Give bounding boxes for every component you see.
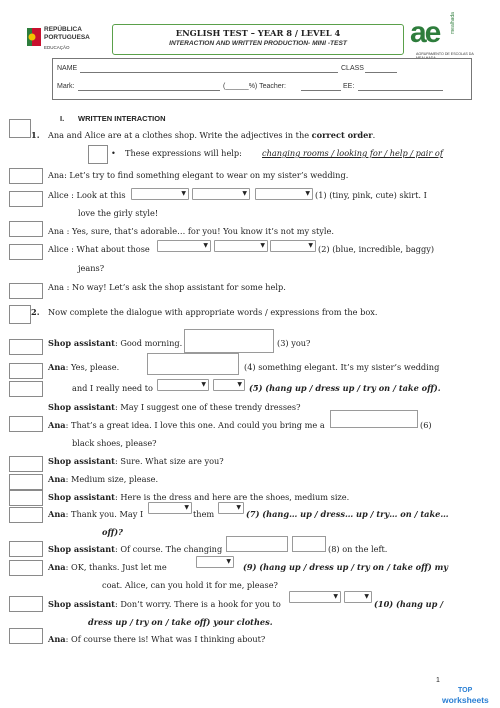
blank7-select-b[interactable]	[218, 502, 244, 514]
d12-pre: : Of course. The changing	[114, 544, 223, 554]
q1-instruction	[48, 130, 375, 141]
adj2-select-c[interactable]	[270, 240, 316, 252]
q1-line6: jeans?	[78, 263, 105, 273]
school-logo-side: mealhada	[450, 12, 456, 34]
score-box-l5[interactable]	[9, 244, 43, 260]
chevron-down-icon: ▼	[305, 190, 310, 197]
q1-line5-pre: Alice : What about those	[48, 244, 150, 254]
d3-post	[249, 383, 441, 394]
adj1-select-c[interactable]	[255, 188, 313, 200]
d13-speaker: Ana	[48, 562, 66, 572]
d1-pre: : Good morning.	[114, 338, 183, 348]
name-label: NAME	[57, 65, 78, 72]
blank5-select-b[interactable]	[213, 379, 245, 391]
score-box-d12[interactable]	[9, 541, 43, 557]
blank9-select-a[interactable]	[196, 556, 234, 568]
q1-instruction-pre: Ana and Alice are at a clothes shop. Write the adjectives in the	[48, 130, 312, 140]
d8-line	[48, 474, 158, 485]
adj1-select-b[interactable]	[192, 188, 250, 200]
blank7-select-a[interactable]	[148, 502, 192, 514]
d7-text: : Sure. What size are you?	[114, 456, 224, 466]
chevron-down-icon: ▼	[333, 593, 338, 600]
help-label: These expressions will help:	[125, 148, 242, 158]
q1-line2-pre: Alice : Look at this	[48, 190, 126, 200]
d5-pre: : That’s a great idea. I love this one. And could you bring me a	[65, 420, 325, 430]
d2-pre: : Yes, please.	[65, 362, 120, 372]
score-box-d10[interactable]	[9, 507, 43, 523]
q1-score-box[interactable]	[9, 119, 31, 138]
d15-pre: : Don’t worry. There is a hook for you to	[114, 599, 281, 609]
d17-text: : Of course there is! What was I thinking about?	[65, 634, 266, 644]
score-box-l4[interactable]	[9, 221, 43, 237]
chevron-down-icon: ▼	[236, 504, 241, 511]
d13-line	[48, 562, 167, 573]
chevron-down-icon: ▼	[237, 381, 242, 388]
gov-logo-line2: PORTUGUESA	[44, 33, 90, 41]
score-box-d17[interactable]	[9, 628, 43, 644]
score-box-d2[interactable]	[9, 363, 43, 379]
d2-speaker: Ana	[48, 362, 66, 372]
d10-mid: them	[193, 509, 215, 519]
d9-text: : Here is the dress and here are the shoes, medium size.	[114, 492, 350, 502]
d8-speaker: Ana	[48, 474, 66, 484]
q1-line7: Ana : No way! Let’s ask the shop assistant for some help.	[48, 282, 286, 292]
d10-pre: : Thank you. May I	[65, 509, 144, 519]
school-logo-mark: ae	[410, 16, 440, 49]
d4-line	[48, 402, 300, 413]
adj2-select-b[interactable]	[214, 240, 268, 252]
class-field[interactable]	[365, 72, 397, 73]
d13-post: (9) (hang up / dress up / try on / take off) my	[243, 562, 449, 572]
d9-line	[48, 492, 349, 503]
q1-line2-post: (1) (tiny, pink, cute) skirt. I	[315, 190, 427, 200]
ee-field[interactable]	[358, 90, 443, 91]
score-box-d7[interactable]	[9, 456, 43, 472]
mark-field[interactable]	[78, 90, 220, 91]
name-field[interactable]	[80, 72, 338, 73]
school-logo-text: AGRUPAMENTO DE ESCOLAS DA MEALHADA	[416, 52, 474, 61]
chevron-down-icon: ▼	[226, 558, 231, 565]
chevron-down-icon: ▼	[308, 242, 313, 249]
chevron-down-icon: ▼	[201, 381, 206, 388]
blank10-select-a[interactable]	[289, 591, 341, 603]
score-box-d8[interactable]	[9, 474, 43, 490]
adj1-select-a[interactable]	[131, 188, 189, 200]
d5-post: (6)	[420, 420, 432, 430]
header-title-box	[112, 24, 404, 55]
test-subtitle: INTERACTION AND WRITTEN PRODUCTION- MINI -TEST	[169, 40, 347, 47]
gov-logo-line1: REPÚBLICA	[44, 26, 82, 33]
d1-line	[48, 338, 182, 349]
q1-line5-post: (2) (blue, incredible, baggy)	[318, 244, 435, 254]
d10-line	[48, 509, 143, 520]
chevron-down-icon: ▼	[181, 190, 186, 197]
percent-teacher-label: (______%) Teacher:	[223, 83, 286, 90]
d4-text: : May I suggest one of these trendy dresses?	[114, 402, 301, 412]
score-box-l1[interactable]	[9, 168, 43, 184]
d13-pre: : OK, thanks. Just let me	[65, 562, 167, 572]
blank8-input-b[interactable]	[292, 536, 326, 552]
d3-post-text: (5) (hang up / dress up / try on / take off).	[249, 383, 441, 393]
d10-post: (7) (hang… up / dress… up / try… on / take…	[246, 509, 449, 519]
q1-line4: Ana : Yes, sure, that’s adorable… for you! You know it’s not my style.	[48, 226, 334, 236]
help-items: changing rooms / looking for / help / pair of	[262, 148, 443, 158]
d15-speaker: Shop assistant	[48, 599, 115, 609]
d5-speaker: Ana	[48, 420, 66, 430]
d17-line	[48, 634, 265, 645]
d1-speaker: Shop assistant	[48, 338, 115, 348]
q2-number: 2.	[31, 307, 40, 317]
gov-logo-line3: EDUCAÇÃO	[44, 45, 70, 50]
section-roman: I.	[60, 114, 65, 123]
score-box-l2[interactable]	[9, 191, 43, 207]
q2-score-box[interactable]	[9, 305, 31, 324]
d6-line: black shoes, please?	[72, 438, 157, 448]
d14-line: coat. Alice, can you hold it for me, please?	[102, 580, 278, 590]
adj2-select-a[interactable]	[157, 240, 211, 252]
q1-instruction-post: .	[372, 130, 376, 140]
ee-label: EE:	[343, 83, 355, 90]
q1-instruction-bold: correct order	[311, 130, 373, 140]
school-logo	[410, 12, 490, 62]
blank3-input[interactable]	[184, 329, 274, 353]
chevron-down-icon: ▼	[260, 242, 265, 249]
page-number: 1	[436, 677, 440, 684]
score-box-d15[interactable]	[9, 596, 43, 612]
d1-post: (3) you?	[277, 338, 311, 348]
d17-speaker: Ana	[48, 634, 66, 644]
test-title: ENGLISH TEST – YEAR 8 / LEVEL 4	[175, 28, 341, 38]
d11-line: off)?	[102, 527, 123, 537]
d16-line: dress up / try on / take off) your clothes.	[88, 617, 273, 627]
score-box-d1[interactable]	[9, 339, 43, 355]
d8-text: : Medium size, please.	[65, 474, 159, 484]
help-checkbox[interactable]	[88, 145, 108, 164]
d12-line	[48, 544, 222, 555]
score-box-d5[interactable]	[9, 416, 43, 432]
brand-top: TOP	[458, 687, 473, 694]
d2-post: (4) something elegant. It’s my sister’s wedding	[244, 362, 440, 372]
class-label: CLASS	[341, 65, 364, 72]
d15-post: (10) (hang up /	[374, 599, 444, 609]
chevron-down-icon: ▼	[203, 242, 208, 249]
d12-post: (8) on the left.	[328, 544, 388, 554]
section-title: WRITTEN INTERACTION	[78, 114, 166, 123]
score-box-l7[interactable]	[9, 283, 43, 299]
blank6-input[interactable]	[330, 410, 418, 428]
blank4-input[interactable]	[147, 353, 239, 375]
q1-number: 1.	[31, 130, 40, 140]
q2-instruction: Now complete the dialogue with appropriate words / expressions from the box.	[48, 307, 378, 317]
blank10-select-b[interactable]	[344, 591, 372, 603]
brand-bottom: worksheets	[442, 695, 489, 705]
d4-speaker: Shop assistant	[48, 402, 115, 412]
d15-line	[48, 599, 281, 610]
chevron-down-icon: ▼	[242, 190, 247, 197]
student-info-box	[52, 58, 472, 100]
bullet-icon: •	[111, 148, 116, 158]
blank8-input-a[interactable]	[226, 536, 288, 552]
d10-speaker: Ana	[48, 509, 66, 519]
d7-line	[48, 456, 224, 467]
q1-line3: love the girly style!	[78, 208, 159, 218]
score-box-d9[interactable]	[9, 490, 43, 506]
d2-line	[48, 362, 119, 373]
d7-speaker: Shop assistant	[48, 456, 115, 466]
teacher-field[interactable]	[301, 90, 341, 91]
d12-speaker: Shop assistant	[48, 544, 115, 554]
q1-line1: Ana: Let’s try to find something elegant to wear on my sister’s wedding.	[48, 170, 349, 180]
gov-emblem-icon	[27, 28, 41, 46]
d3-pre: and I really need to	[72, 383, 153, 393]
d5-line	[48, 420, 325, 431]
gov-logo	[27, 26, 107, 60]
chevron-down-icon: ▼	[184, 504, 189, 511]
blank5-select-a[interactable]	[157, 379, 209, 391]
mark-label: Mark:	[57, 83, 75, 90]
chevron-down-icon: ▼	[364, 593, 369, 600]
score-box-d13[interactable]	[9, 560, 43, 576]
d9-speaker: Shop assistant	[48, 492, 115, 502]
score-box-d3[interactable]	[9, 381, 43, 397]
